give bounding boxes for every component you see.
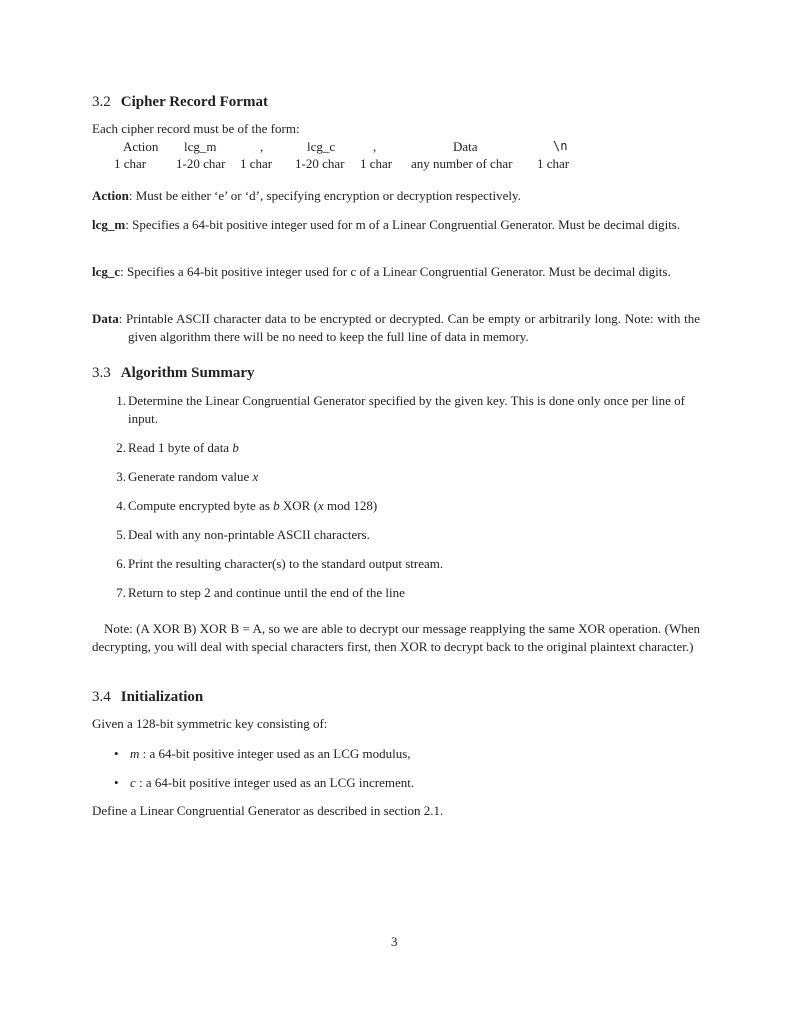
step-text: Determine the Linear Congruential Generator specified by the given key. This is done only once per line of input.: [128, 393, 686, 426]
algorithm-step: [106, 526, 700, 544]
step-number: 6.: [116, 556, 126, 571]
variable-c: c: [130, 775, 136, 790]
step-text-part: XOR (: [279, 498, 318, 513]
definition-term: lcg_c: [92, 264, 121, 279]
step-number: 2.: [116, 440, 126, 455]
definition-data: Data: Printable ASCII character data to be encrypted or decrypted. Can be empty or arbitrarily long. Note: with the given algorithm there will be no need to keep the full line of data in memory.: [92, 311, 700, 344]
format-field-comma-2: ,: [373, 139, 377, 154]
format-size-comma-1: 1 char: [240, 156, 273, 171]
step-text: [128, 439, 700, 457]
algorithm-step: [106, 584, 700, 602]
format-size-lcg-m: 1-20 char: [176, 156, 226, 171]
format-size-action: 1 char: [114, 156, 147, 171]
step-text-part: Generate random value: [128, 469, 253, 484]
section-title: Cipher Record Format: [120, 94, 268, 110]
key-component-item: [114, 774, 414, 792]
key-component-item: [114, 745, 411, 763]
definition-term: Action: [92, 188, 129, 203]
bullet-icon: •: [114, 775, 119, 790]
format-size-data: any number of char: [411, 156, 513, 171]
definition-term: lcg_m: [92, 217, 126, 232]
step-text: [128, 497, 700, 515]
format-field-comma-1: ,: [260, 139, 264, 154]
page-number: 3: [391, 934, 398, 949]
bullet-text: : a 64-bit positive integer used as an LCG increment.: [135, 775, 415, 790]
variable-b: b: [232, 440, 239, 455]
definition-text: Must be either ‘e’ or ‘d’, specifying encryption or decryption respectively.: [135, 188, 521, 203]
initialization-intro: Given a 128-bit symmetric key consisting of:: [92, 716, 328, 731]
algorithm-step: [106, 497, 700, 515]
definition-text: Printable ASCII character data to be encrypted or decrypted. Can be empty or arbitrarily long. Note: with the given algorithm there will be no need to keep the full line of data in memory.: [126, 311, 700, 344]
step-number: 5.: [116, 527, 126, 542]
step-text-part: mod 128): [323, 498, 378, 513]
step-text-part: Compute encrypted byte as: [128, 498, 274, 513]
section-number: 3.4: [92, 689, 111, 705]
variable-m: m: [130, 746, 140, 761]
format-field-lcg-m: lcg_m: [184, 139, 217, 154]
format-field-newline: \n: [553, 139, 568, 153]
step-number: 3.: [116, 469, 126, 484]
algorithm-step: [106, 392, 700, 428]
algorithm-step: [106, 468, 700, 486]
definition-lcg-c: lcg_c: Specifies a 64-bit positive integer used for c of a Linear Congruential Generator. Must be decimal digits.: [92, 264, 671, 279]
section-number: 3.2: [92, 94, 111, 110]
format-size-lcg-c: 1-20 char: [295, 156, 345, 171]
bullet-text: : a 64-bit positive integer used as an LCG modulus,: [139, 746, 411, 761]
format-field-action: Action: [123, 139, 159, 154]
initialization-closing: Define a Linear Congruential Generator as described in section 2.1.: [92, 803, 444, 818]
section-3-2-heading: [92, 94, 268, 111]
record-format-table: [0, 139, 791, 175]
algorithm-step: [106, 439, 700, 457]
format-field-lcg-c: lcg_c: [307, 139, 336, 154]
step-text: [128, 468, 700, 486]
section-title: Initialization: [120, 689, 204, 705]
section-number: 3.3: [92, 365, 111, 381]
xor-note: Note: (A XOR B) XOR B = A, so we are able to decrypt our message reapplying the same XOR operation. (When decrypting, you will deal with special characters first, then XOR to decrypt back to the original plaintext character.): [92, 621, 700, 654]
step-number: 7.: [116, 585, 126, 600]
bullet-icon: •: [114, 746, 119, 761]
step-text: Print the resulting character(s) to the standard output stream.: [128, 556, 444, 571]
section-title: Algorithm Summary: [120, 365, 255, 381]
step-number: 1.: [116, 393, 126, 408]
definition-text: Specifies a 64-bit positive integer used for m of a Linear Congruential Generator. Must be decimal digits.: [132, 217, 681, 232]
format-size-newline: 1 char: [537, 156, 570, 171]
step-text-part: Read 1 byte of data: [128, 440, 233, 455]
algorithm-step: [106, 555, 700, 573]
record-format-intro: Each cipher record must be of the form:: [92, 121, 300, 136]
definition-term: Data: [92, 311, 119, 326]
variable-b: b: [273, 498, 280, 513]
section-3-3-heading: [92, 365, 255, 382]
step-number: 4.: [116, 498, 126, 513]
step-text: Return to step 2 and continue until the end of the line: [128, 585, 405, 600]
definition-action: Action: Must be either ‘e’ or ‘d’, specifying encryption or decryption respectively.: [92, 188, 521, 203]
definition-text: Specifies a 64-bit positive integer used for c of a Linear Congruential Generator. Must be decimal digits.: [127, 264, 671, 279]
step-text: Deal with any non-printable ASCII characters.: [128, 527, 370, 542]
format-field-data: Data: [453, 139, 478, 154]
format-size-comma-2: 1 char: [360, 156, 393, 171]
definition-lcg-m: lcg_m: Specifies a 64-bit positive integer used for m of a Linear Congruential Generator. Must be decimal digits.: [92, 217, 681, 232]
variable-x: x: [317, 498, 324, 513]
variable-x: x: [252, 469, 259, 484]
section-3-4-heading: [92, 689, 203, 706]
